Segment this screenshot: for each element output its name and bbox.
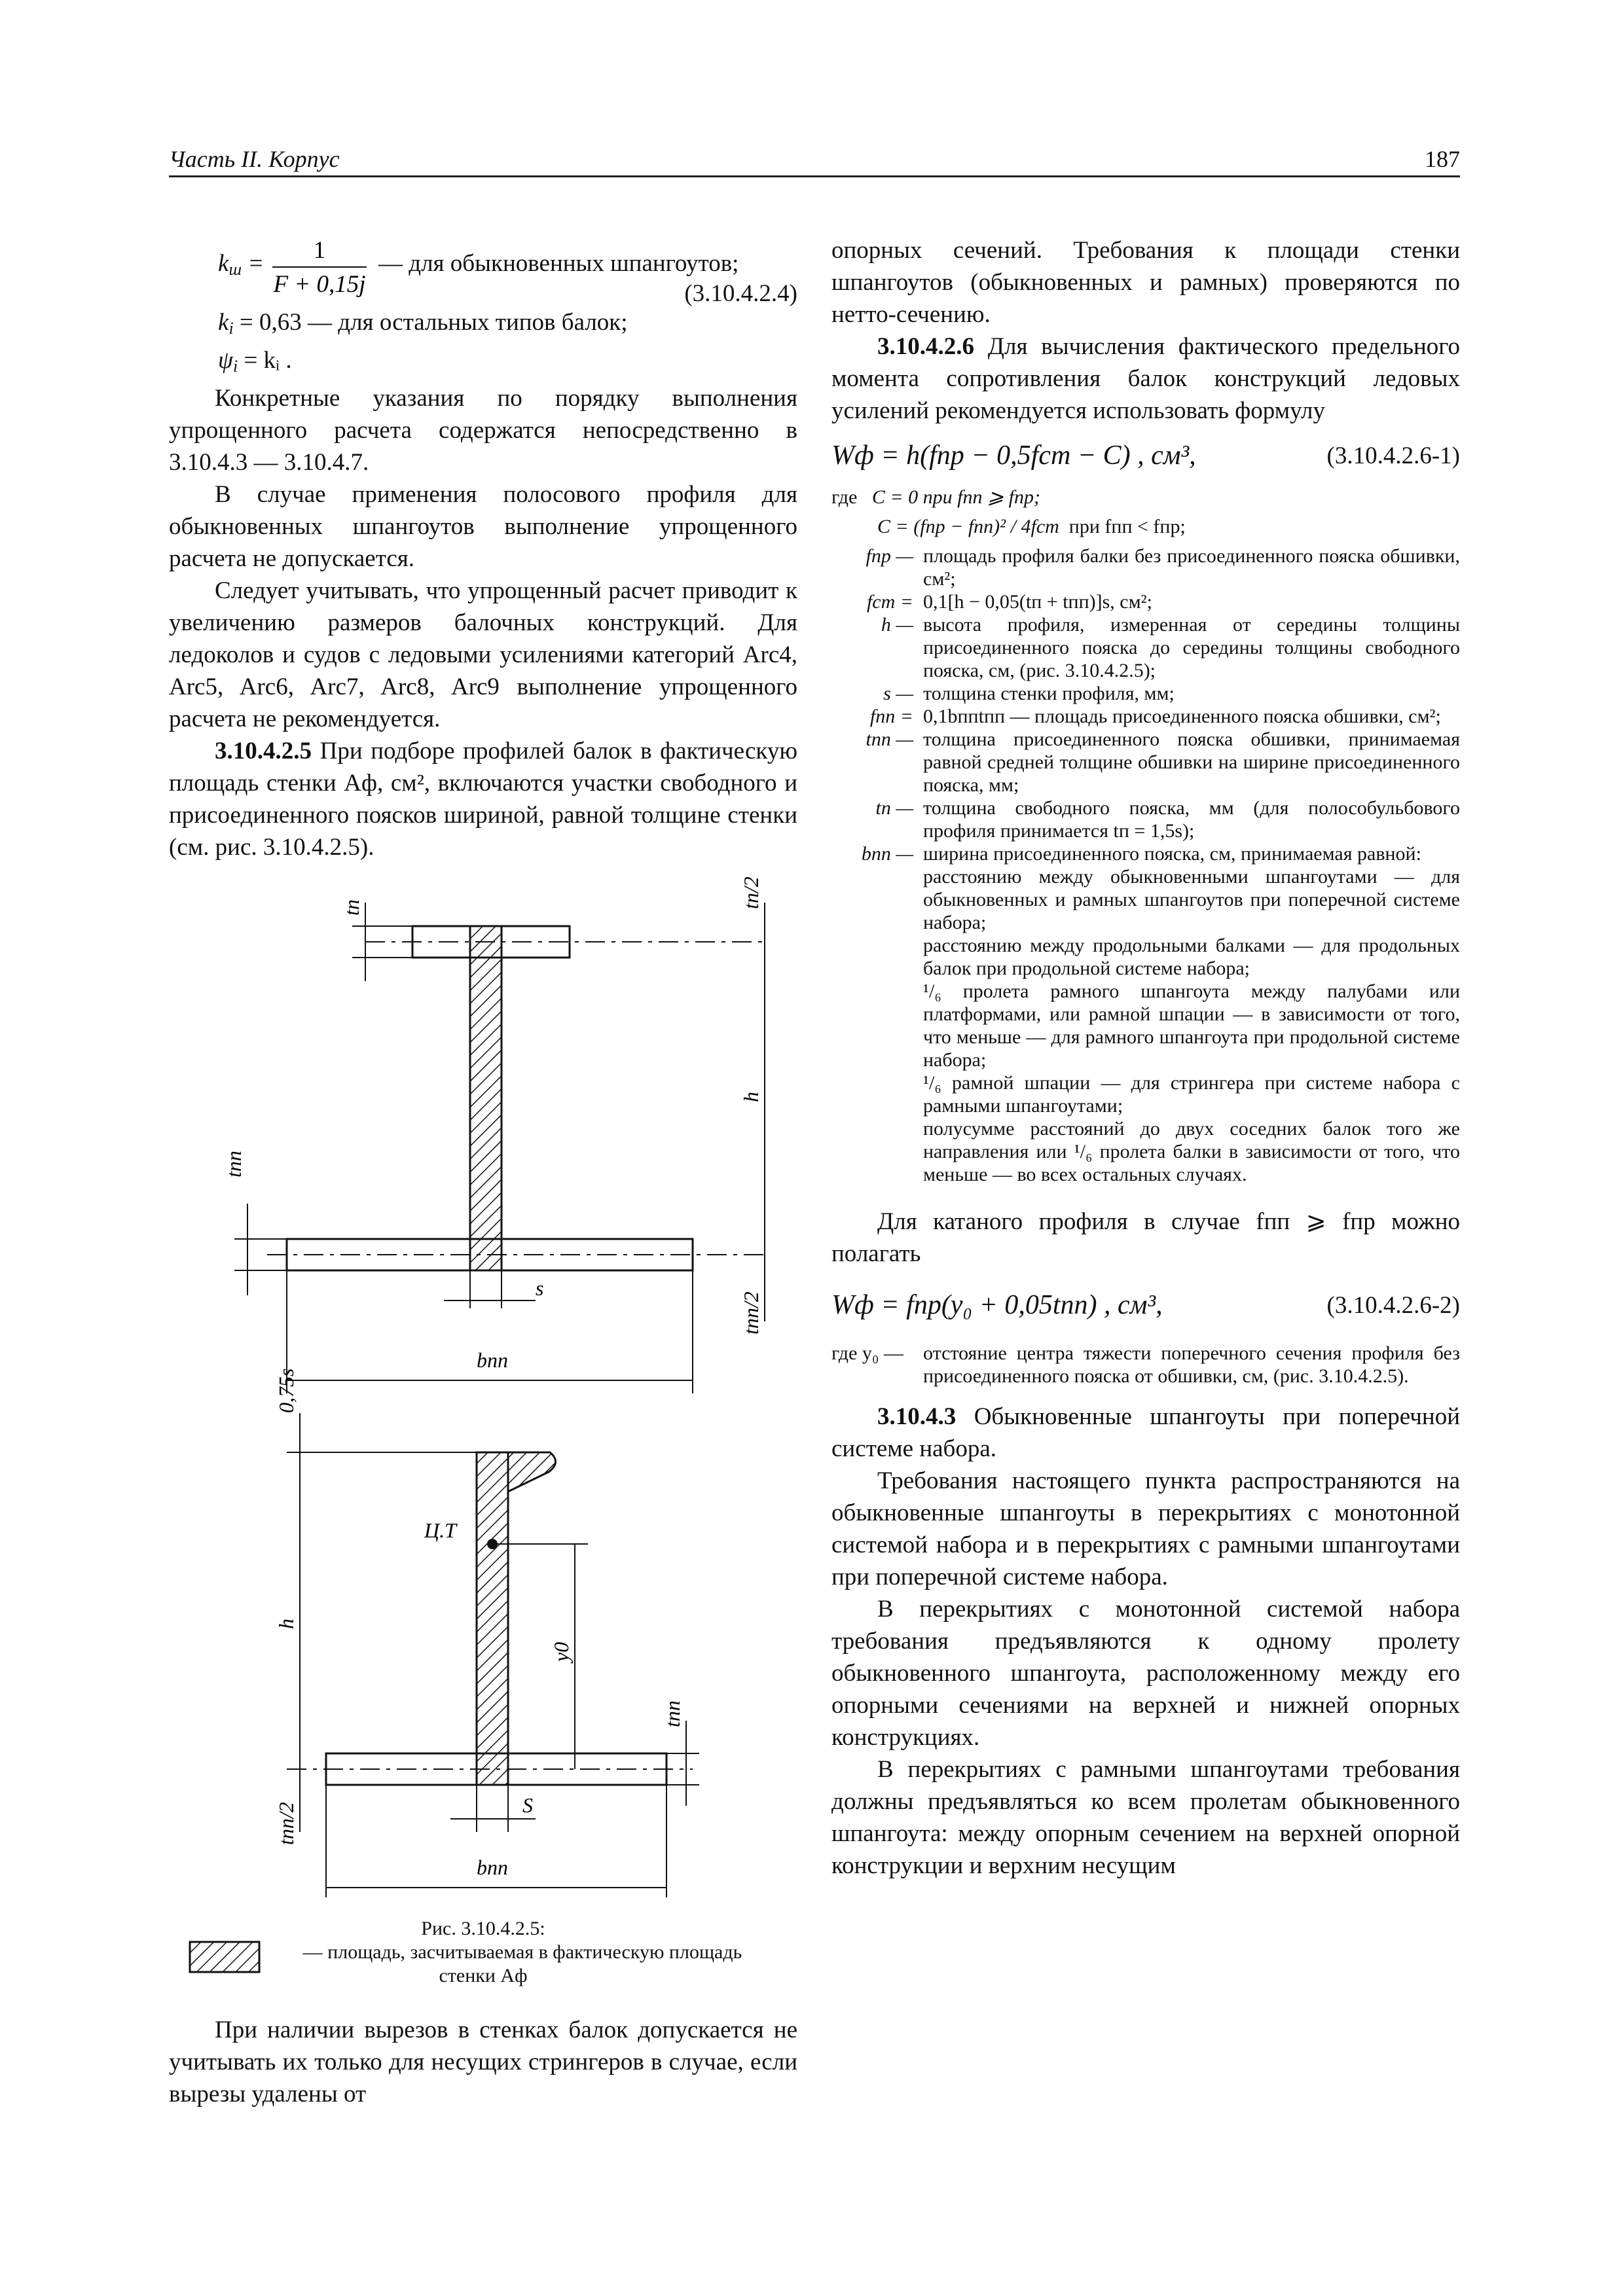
running-title: Часть II. Корпус (169, 146, 340, 172)
definition: fпр — площадь профиля балки без присоединенного пояска обшивки, см²; (866, 545, 1460, 590)
dim-075s: 0,75s (274, 1368, 298, 1413)
formula-psi: $\psi_i$ = kᵢ . (218, 347, 292, 376)
page-number: 187 (1425, 146, 1460, 172)
dim-bpp: bпп (477, 1348, 508, 1372)
definition: fпп = 0,1bппtпп — площадь присоединенного пояска обшивки, см²; (869, 706, 1441, 727)
formula-number: (3.10.4.2.4) (684, 280, 797, 307)
dim-y0: y0 (549, 1641, 573, 1662)
definition: tпп — толщина присоединенного пояска обшивки, принимаемая равной средней толщине обшивки на ширине присоединенного пояска, мм; (866, 728, 1460, 796)
dim-h: h (739, 1092, 763, 1102)
bulb (508, 1452, 556, 1492)
paragraph: При наличии вырезов в стенках балок допускается не учитывать их только для несущих стрингеров в случае, если вырезы удалены от (169, 2017, 797, 2108)
formula-k-frame-text: — для обыкновенных шпангоутов; (378, 250, 739, 277)
figure-caption: Рис. 3.10.4.2.5: — площадь, засчитываемая в фактическую площадь стенки Aф (169, 1917, 797, 1988)
dim-tpp2-bulb: tпп/2 (274, 1802, 298, 1845)
web (470, 958, 501, 1239)
dim-S: S (522, 1793, 533, 1817)
fraction-1-over-F (267, 234, 372, 300)
paragraph: В случае применения полосового профиля для обыкновенных шпангоутов выполнение упрощенного расчета не допускается. (169, 481, 797, 572)
page-header (169, 145, 1460, 177)
paragraph: Следует учитывать, что упрощенный расчет приводит к увеличению размеров балочных конструкций. Для ледоколов и судов с ледовыми усилениями категорий Arc4, Arc5, Arc6, Arc7, Arc8, Arc9 выполнение упрощенного расчета не рекомендуется. (169, 577, 797, 732)
centroid-label: Ц.Т (424, 1518, 456, 1542)
svg-text:1: 1 (313, 237, 326, 264)
dim-h-bulb: h (274, 1619, 298, 1629)
hatch-legend-swatch (189, 1941, 261, 1973)
paragraph: 3.10.4.2.5 При подборе профилей балок в фактическую площадь стенки Aф, см², включаются участки свободного и присоединенного поясков шириной, равной толщине стенки (см. рис. 3.10.4.2.5). (169, 738, 798, 861)
dim-tpp2: tпп/2 (739, 1291, 763, 1335)
right-column (831, 234, 1460, 1882)
paragraph: Требования настоящего пункта распространяются на обыкновенные шпангоуты в перекрытиях с монотонной системой набора и в перекрытиях с рамными шпангоутами при поперечной системе набора. (831, 1467, 1460, 1590)
svg-text:F + 0,15j: F + 0,15j (273, 271, 366, 298)
definition: s — толщина стенки профиля, мм; (883, 683, 1175, 704)
paragraph: 3.10.4.2.6 Для вычисления фактического предельного момента сопротивления балок конструкций ледовых усилений рекомендуется использовать формулу (831, 333, 1460, 424)
definitions-list (831, 545, 1460, 1186)
left-column (169, 234, 797, 2110)
dim-s: s (536, 1276, 544, 1300)
formula-W-1: Wф = h(fпр − 0,5fст − C) , см³, (3.10.4.2.6-1) (831, 440, 1460, 471)
dim-tpp-bulb: tпп (661, 1700, 684, 1727)
bulb-profile-diagram (274, 1369, 699, 1897)
bulb-web (477, 1452, 508, 1753)
paragraph: 3.10.4.3 Обыкновенные шпангоуты при поперечной системе набора. (831, 1403, 1461, 1462)
figure-3-10-4-2-5 (169, 876, 797, 1924)
paragraph: Конкретные указания по порядку выполнения упрощенного расчета содержатся непосредственно в 3.10.4.3 — 3.10.4.7. (169, 385, 797, 476)
formula-k-frame: $k_ш$ = 1 F + 0,15j — для обыкновенных шпангоутов; (3.10.4.2.4) (169, 234, 797, 306)
definition: ¹/₆ рамной шпации — для стрингера при системе набора с рамными шпангоутами; (923, 1072, 1460, 1117)
condition-c: где C = 0 при fпп ⩾ fпр; C = (fпр − fпп)² / 4fст при fпп < fпр; (831, 486, 1186, 537)
definition: полусумме расстояний до двух соседних балок того же направления или ¹/₆ пролета балки в зависимости от того, что меньше — во всех остальных случаях. (923, 1118, 1460, 1185)
definition: h — высота профиля, измеренная от середины толщины присоединенного пояска до середины толщины свободного пояска, см, (рис. 3.10.4.2.5); (881, 614, 1460, 681)
dim-bpp-bulb: bпп (477, 1856, 508, 1879)
centroid-point (487, 1539, 498, 1549)
dim-tpp: tпп (222, 1151, 246, 1177)
definition: fст = 0,1[h − 0,05(tп + tпп)]s, см²; (866, 591, 1152, 613)
paragraph: В перекрытиях с монотонной системой набора требования предъявляются к одному пролету обыкновенного шпангоута, расположенному между его опорными сечениями на верхней и нижней опорных конструкциях. (831, 1596, 1460, 1751)
formula-ki: $k_i = 0,63$ — для остальных типов балок; (218, 309, 628, 338)
definition: расстоянию между обыкновенными шпангоутами — для обыкновенных и рамных шпангоутов при поперечной системе набора; (923, 866, 1460, 933)
dim-tp: tп (340, 899, 363, 916)
t-profile-diagram (222, 876, 765, 1393)
definition-y0: где y₀ — отстояние центра тяжести поперечного сечения профиля без присоединенного пояска от обшивки, см, (рис. 3.10.4.2.5). (831, 1342, 1460, 1387)
formula-W-2: Wф = fпр(y₀ + 0,05tпп) , см³, (3.10.4.2.6-2) (831, 1290, 1460, 1320)
definition: bпп — ширина присоединенного пояска, см, принимаемая равной: (861, 843, 1421, 865)
paragraph: Для катаного профиля в случае fпп ⩾ fпр можно полагать (831, 1208, 1460, 1267)
definition: tп — толщина свободного пояска, мм (для полособульбового профиля принимается tп = 1,5s); (875, 797, 1460, 842)
definition: расстоянию между продольными балками — для продольных балок при продольной системе набора; (923, 935, 1460, 979)
paragraph: опорных сечений. Требования к площади стенки шпангоутов (обыкновенных и рамных) проверяются по нетто-сечению. (831, 237, 1460, 328)
paragraph: В перекрытиях с рамными шпангоутами требования должны предъявляться ко всем пролетам обыкновенного шпангоута: между опорным сечением на верхней опорной конструкции и верхним несущим (831, 1756, 1460, 1879)
definition: ¹/₆ пролета рамного шпангоута между палубами или платформами, или рамной шпации — в зависимости от того, что меньше — для рамного шпангоута при продольной системе набора; (923, 980, 1460, 1071)
dim-tp2: tп/2 (739, 876, 763, 909)
